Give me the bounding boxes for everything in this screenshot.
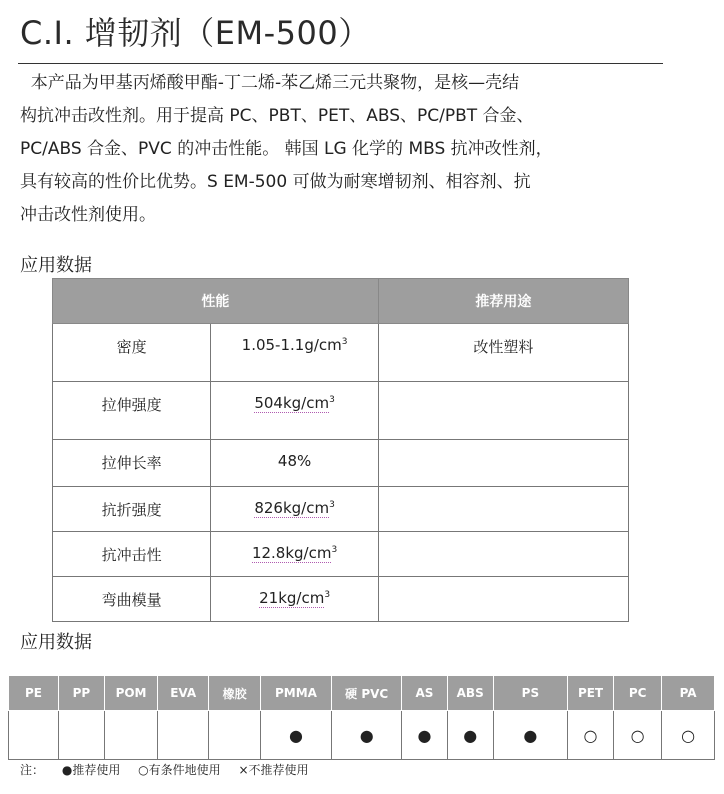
property-name: 密度 — [53, 324, 211, 382]
value-text: 48% — [277, 452, 312, 470]
properties-header-row — [53, 279, 629, 324]
description-line: 具有较高的性价比优势。S EM-500 可做为耐寒增韧剂、相容剂、抗 — [20, 172, 531, 192]
title-divider — [18, 63, 663, 64]
mark-abs: ● — [447, 711, 493, 760]
property-use — [378, 440, 628, 487]
header-rigid-pvc: 硬 PVC — [331, 676, 402, 711]
property-value — [211, 487, 378, 532]
header-ps: PS — [493, 676, 567, 711]
mark-eva — [158, 711, 209, 760]
property-use — [378, 532, 628, 577]
mark-pom — [104, 711, 157, 760]
note-conditional: ○有条件地使用 — [138, 763, 221, 777]
value-text: 504kg/cm — [254, 394, 330, 412]
mark-rubber — [209, 711, 261, 760]
value-superscript: 3 — [324, 590, 331, 600]
product-description — [20, 67, 670, 232]
mark-ps: ● — [493, 711, 567, 760]
header-pa: PA — [662, 676, 715, 711]
value-text: 826kg/cm — [254, 499, 330, 517]
mark-pet: ○ — [567, 711, 613, 760]
table-row — [53, 324, 629, 382]
value-text: 1.05-1.1g/cm — [241, 336, 342, 354]
legend-note — [20, 761, 323, 778]
table-row — [53, 487, 629, 532]
header-pmma: PMMA — [260, 676, 331, 711]
header-rubber: 橡胶 — [209, 676, 261, 711]
description-line: 构抗冲击改性剂。用于提高 PC、PBT、PET、ABS、PC/PBT 合金、 — [20, 106, 534, 126]
applications-table — [8, 675, 715, 760]
mark-pmma: ● — [260, 711, 331, 760]
applications-marks-row — [9, 711, 715, 760]
value-superscript: 3 — [341, 337, 348, 347]
property-name: 抗折强度 — [53, 487, 211, 532]
property-name: 弯曲模量 — [53, 577, 211, 622]
header-pom: POM — [104, 676, 157, 711]
header-pp: PP — [58, 676, 104, 711]
header-eva: EVA — [158, 676, 209, 711]
header-pe: PE — [9, 676, 59, 711]
header-pc: PC — [614, 676, 662, 711]
value-superscript: 3 — [331, 545, 338, 555]
mark-pp — [58, 711, 104, 760]
property-value — [211, 532, 378, 577]
mark-pc: ○ — [614, 711, 662, 760]
property-value — [211, 440, 378, 487]
header-performance: 性能 — [53, 279, 379, 324]
header-recommended-use: 推荐用途 — [378, 279, 628, 324]
value-superscript: 3 — [329, 500, 335, 510]
mark-rigid-pvc: ● — [331, 711, 402, 760]
page-title: C.I. 增韧剂（EM-500） — [20, 14, 371, 52]
header-as: AS — [402, 676, 447, 711]
property-use — [378, 382, 628, 440]
property-use — [378, 577, 628, 622]
property-use: 改性塑料 — [378, 324, 628, 382]
section-heading-properties: 应用数据 — [20, 255, 92, 276]
description-line: 本产品为甲基丙烯酸甲酯-丁二烯-苯乙烯三元共聚物，是核—壳结 — [20, 73, 520, 93]
property-name: 抗冲击性 — [53, 532, 211, 577]
property-use — [378, 487, 628, 532]
header-abs: ABS — [447, 676, 493, 711]
value-text: 12.8kg/cm — [251, 544, 332, 562]
table-row — [53, 440, 629, 487]
header-pet: PET — [567, 676, 613, 711]
property-name: 拉伸强度 — [53, 382, 211, 440]
note-not-recommended: ×不推荐使用 — [238, 763, 309, 777]
property-value — [211, 382, 378, 440]
table-row — [53, 577, 629, 622]
mark-pa: ○ — [662, 711, 715, 760]
note-label: 注： — [20, 763, 45, 777]
property-value — [211, 324, 378, 382]
section-heading-applications: 应用数据 — [20, 632, 92, 653]
mark-pe — [9, 711, 59, 760]
table-row — [53, 532, 629, 577]
value-superscript: 3 — [329, 395, 335, 405]
table-row — [53, 382, 629, 440]
mark-as: ● — [402, 711, 447, 760]
note-recommended: ●推荐使用 — [61, 763, 121, 777]
applications-header-row — [9, 676, 715, 711]
description-line: PC/ABS 合金、PVC 的冲击性能。 韩国 LG 化学的 MBS 抗冲改性剂， — [20, 139, 553, 159]
property-name: 拉伸长率 — [53, 440, 211, 487]
description-line: 冲击改性剂使用。 — [20, 205, 156, 225]
value-text: 21kg/cm — [259, 589, 325, 607]
property-value — [211, 577, 378, 622]
properties-table — [52, 278, 629, 622]
